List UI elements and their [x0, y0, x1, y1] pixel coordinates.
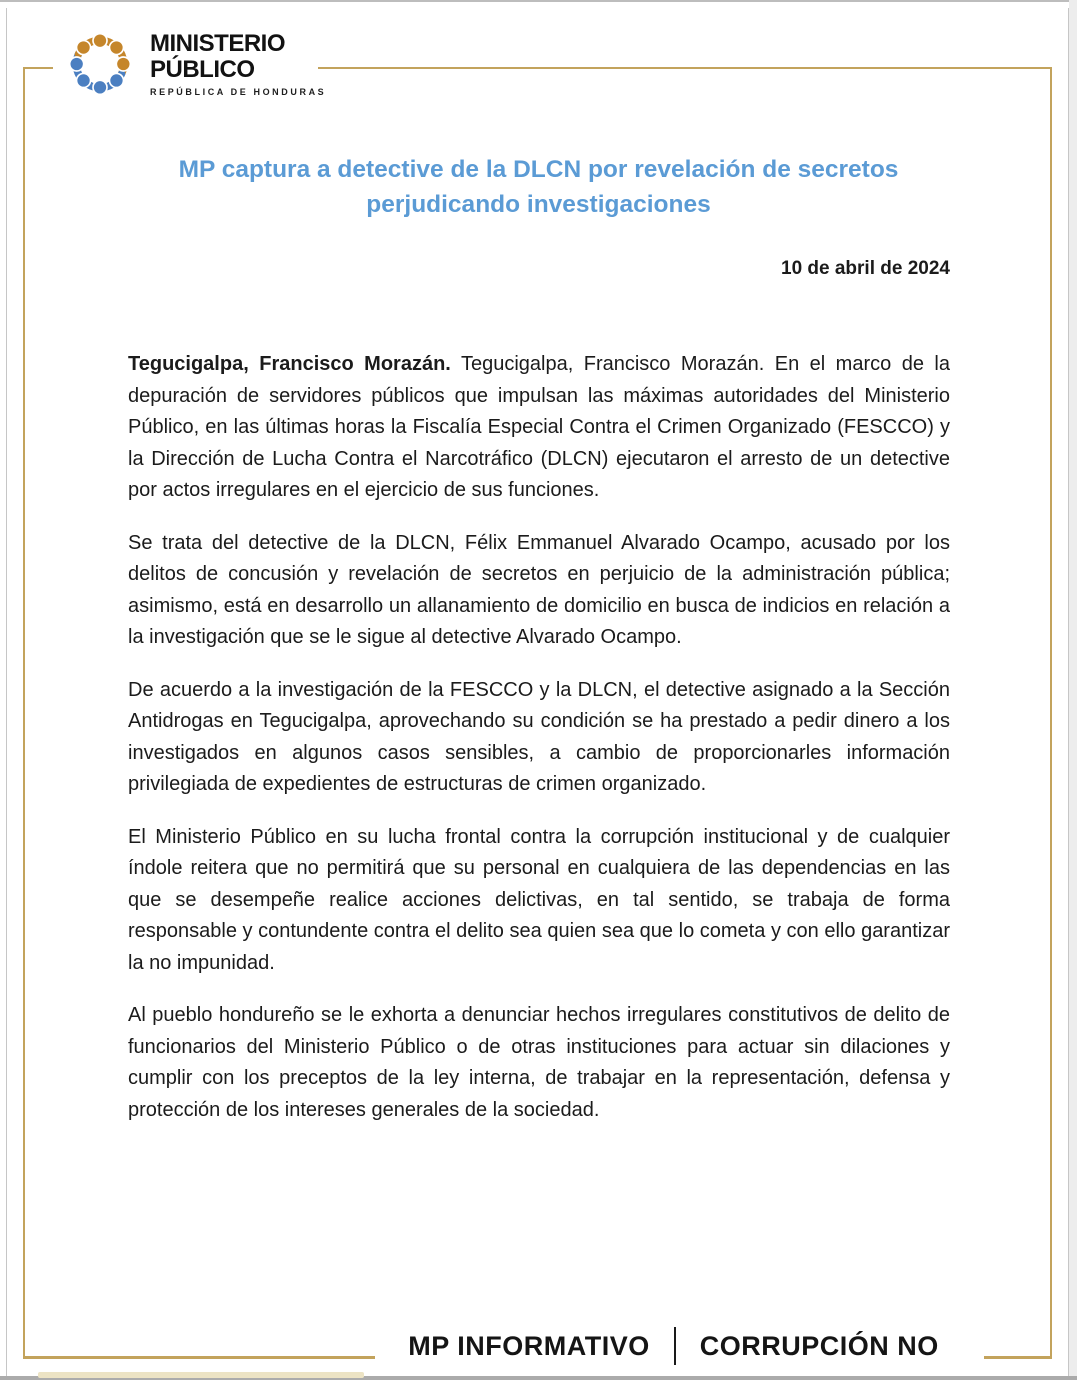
press-paragraph-4: El Ministerio Público en su lucha frontal contra la corrupción institucional y de cualquier índole reitera que no permitirá que su personal en cualquiera de las dependencias en las que se desempeñe realice acciones delictivas, en tal sentido, se trabaja de forma responsable y contundente contra el delito sea quien sea que lo cometa y con ello garantizar la no impunidad.: [128, 825, 950, 974]
org-wordmark: [150, 31, 326, 97]
footer-right-label: CORRUPCIÓN NO: [699, 1330, 939, 1361]
gold-frame-left-line: [23, 67, 25, 1358]
release-date: 10 de abril de 2024: [781, 258, 950, 279]
press-paragraph-3: De acuerdo a la investigación de la FESCCO y la DLCN, el detective asignado a la Sección Antidrogas en Tegucigalpa, aprovechando su condición se ha prestado a pedir dinero a los investigados en algunos casos sensibles, a cambio de proporcionarles información privilegiada de expedientes de estructuras de crimen organizado.: [128, 678, 950, 795]
footer-banner: [270, 1324, 1077, 1368]
org-subtitle: REPÚBLICA DE HONDURAS: [150, 87, 327, 97]
page-left-edge: [6, 8, 7, 1380]
page-top-edge: [0, 0, 1077, 2]
press-paragraph-1: Tegucigalpa, Francisco Morazán. Tegucigalpa, Francisco Morazán. En el marco de la depuración de servidores públicos que impulsan las máximas autoridades del Ministerio Público, en las últimas horas la Fiscalía Especial Contra el Crimen Organizado (FESCCO) y la Dirección de Lucha Contra el Narcotráfico (DLCN) ejecutaron el arresto de un detective por actos irregulares en el ejercicio de sus funciones.: [128, 353, 950, 501]
page-right-margin: [1069, 0, 1077, 1380]
ministerio-publico-logo: [60, 24, 326, 104]
gold-frame-top-left-stub: [23, 67, 53, 69]
footer-left-label: MP INFORMATIVO: [408, 1330, 650, 1361]
press-release-body: [128, 349, 950, 1147]
gold-frame-right-line: [1050, 67, 1052, 1358]
dateline: Tegucigalpa, Francisco Morazán.: [128, 353, 451, 375]
people-circle-icon: [60, 24, 140, 104]
press-release-title: MP captura a detective de la DLCN por revelación de secretos perjudicando investigaciones: [178, 156, 899, 218]
gold-frame-shadow: [38, 1372, 364, 1378]
org-name-line2: PÚBLICO: [150, 56, 255, 83]
page-right-edge: [1068, 8, 1069, 1380]
press-paragraph-2: Se trata del detective de la DLCN, Félix Emmanuel Alvarado Ocampo, acusado por los delitos de concusión y revelación de secretos en perjuicio de la administración pública; asimismo, está en desarrollo un allanamiento de domicilio en busca de indicios en relación a la investigación que se le sigue al detective Alvarado Ocampo.: [128, 531, 950, 648]
footer-divider: [674, 1327, 676, 1365]
org-name-line1: MINISTERIO: [150, 30, 286, 57]
press-paragraph-5: Al pueblo hondureño se le exhorta a denunciar hechos irregulares constitutivos de delito de funcionarios del Ministerio Público o de otras instituciones para actuar sin dilaciones y cumplir con los preceptos de la ley interna, de trabajar en la representación, defensa y protección de los intereses generales de la sociedad.: [128, 1004, 950, 1121]
gold-frame-top-line: [318, 67, 1052, 69]
